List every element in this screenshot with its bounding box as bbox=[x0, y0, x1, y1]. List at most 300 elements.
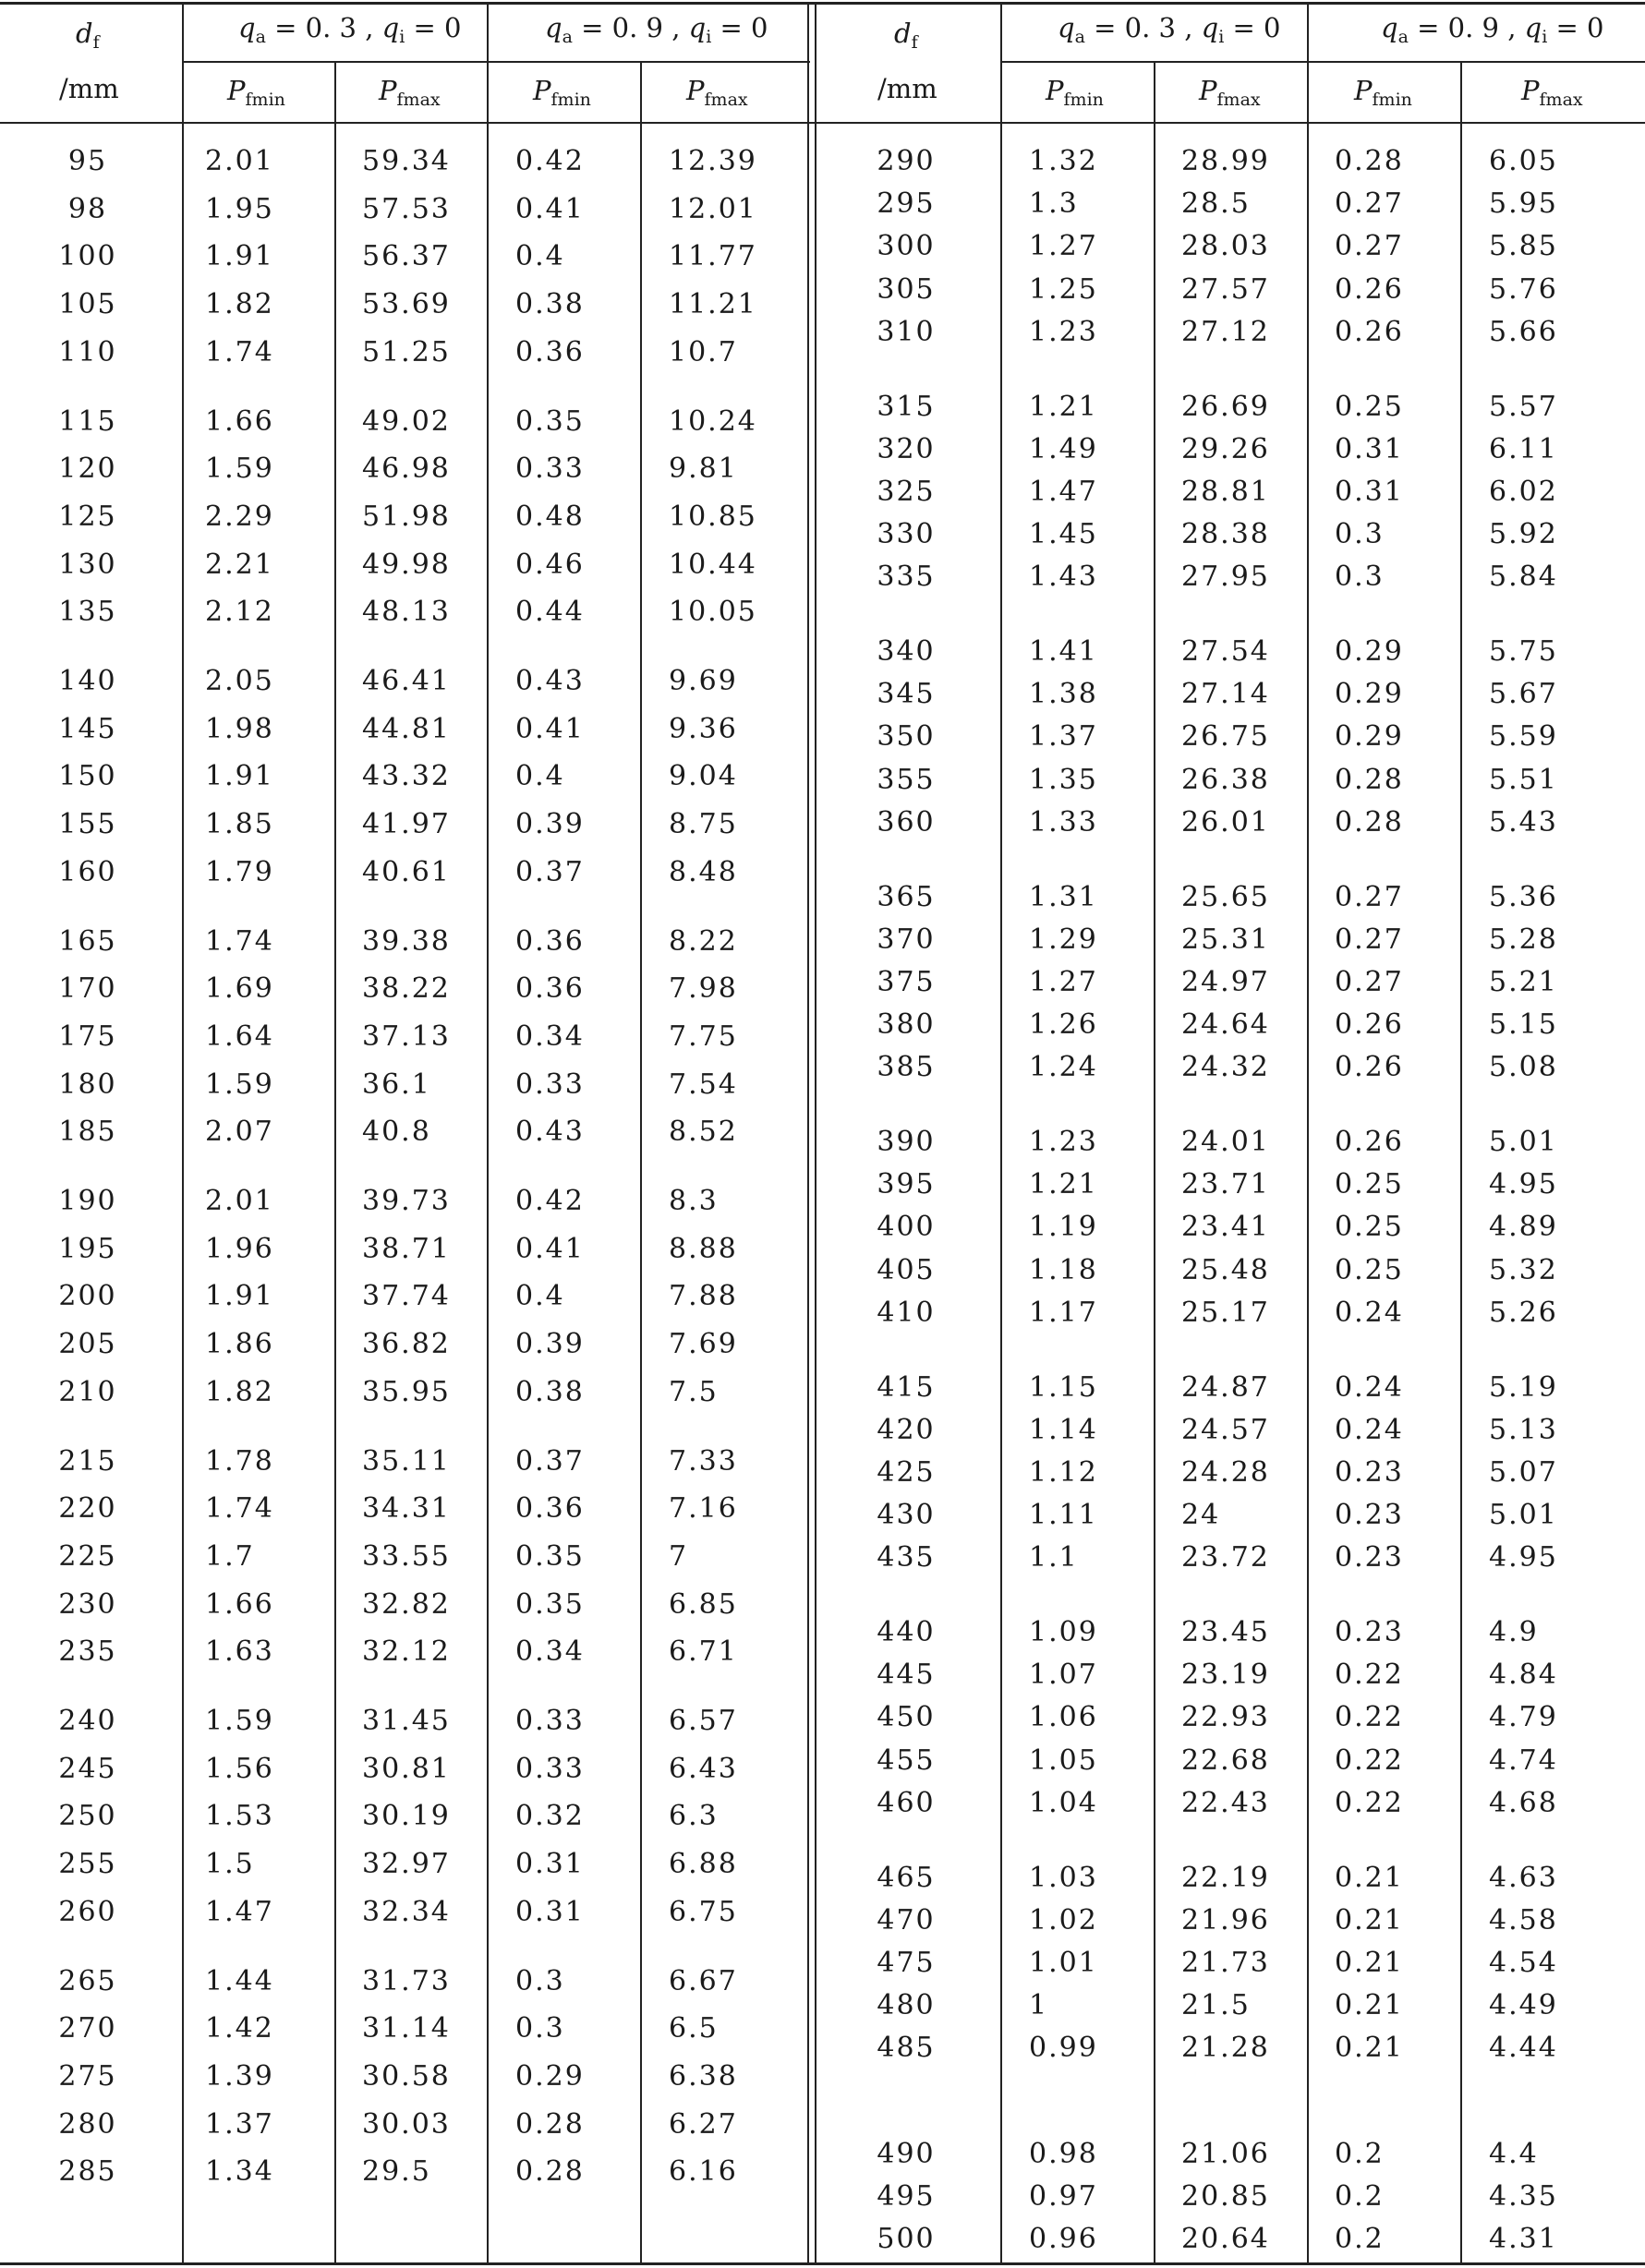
cell-pfmin-0.3: 1.38 bbox=[1029, 678, 1098, 711]
cell-pfmax-0.3: 30.81 bbox=[362, 1752, 451, 1785]
cell-pfmax-0.9: 9.36 bbox=[669, 712, 738, 745]
cell-df: 475 bbox=[877, 1946, 936, 1979]
cell-pfmax-0.9: 5.01 bbox=[1489, 1126, 1558, 1158]
cell-pfmax-0.3: 30.03 bbox=[362, 2107, 451, 2141]
cell-pfmax-0.3: 28.81 bbox=[1181, 475, 1270, 508]
cell-pfmin-0.3: 1.59 bbox=[205, 452, 274, 486]
cell-pfmin-0.3: 2.01 bbox=[205, 1185, 274, 1217]
cell-df: 155 bbox=[58, 808, 117, 841]
cell-pfmax-0.9: 4.49 bbox=[1489, 1989, 1558, 2022]
cell-pfmin-0.3: 1.27 bbox=[1029, 965, 1098, 998]
cell-pfmax-0.9: 5.01 bbox=[1489, 1499, 1558, 1532]
cell-pfmin-0.3: 1.35 bbox=[1029, 763, 1098, 796]
cell-pfmax-0.9: 5.21 bbox=[1489, 965, 1558, 998]
cell-pfmax-0.9: 5.26 bbox=[1489, 1296, 1558, 1329]
cell-pfmax-0.9: 10.85 bbox=[669, 500, 757, 533]
cell-pfmin-0.3: 0.99 bbox=[1029, 2032, 1098, 2065]
cell-pfmin-0.9: 0.42 bbox=[515, 1185, 585, 1217]
cell-pfmax-0.3: 38.22 bbox=[362, 972, 451, 1006]
cell-df: 420 bbox=[877, 1413, 936, 1446]
cell-pfmin-0.3: 1.82 bbox=[205, 1375, 274, 1408]
cell-pfmax-0.3: 21.96 bbox=[1181, 1903, 1270, 1936]
cell-pfmax-0.3: 53.69 bbox=[362, 288, 451, 321]
cell-pfmin-0.9: 0.35 bbox=[515, 404, 585, 438]
cell-df: 430 bbox=[877, 1499, 936, 1532]
cell-df: 175 bbox=[58, 1019, 117, 1053]
cell-pfmin-0.3: 1.91 bbox=[205, 760, 274, 793]
cell-pfmax-0.9: 5.19 bbox=[1489, 1370, 1558, 1404]
cell-pfmax-0.9: 5.75 bbox=[1489, 635, 1558, 668]
cell-pfmin-0.3: 1.59 bbox=[205, 1705, 274, 1737]
cell-df: 450 bbox=[877, 1701, 936, 1734]
cell-pfmin-0.9: 0.3 bbox=[1335, 561, 1385, 594]
col-rule bbox=[1000, 2, 1002, 2265]
cell-df: 220 bbox=[58, 1492, 117, 1526]
cell-df: 400 bbox=[877, 1211, 936, 1244]
cell-pfmin-0.9: 0.43 bbox=[515, 665, 585, 697]
cell-pfmax-0.9: 4.89 bbox=[1489, 1211, 1558, 1244]
cell-pfmax-0.9: 6.43 bbox=[669, 1752, 738, 1785]
cell-pfmin-0.3: 1.45 bbox=[1029, 518, 1098, 551]
cell-pfmin-0.3: 1.86 bbox=[205, 1328, 274, 1361]
cell-pfmin-0.9: 0.23 bbox=[1335, 1541, 1404, 1574]
header-sub-rule-left bbox=[182, 61, 810, 63]
cell-pfmin-0.3: 2.12 bbox=[205, 596, 274, 629]
cell-pfmin-0.3: 1.04 bbox=[1029, 1786, 1098, 1819]
cell-df: 340 bbox=[877, 635, 936, 668]
cell-pfmax-0.9: 7.75 bbox=[669, 1019, 738, 1053]
cell-pfmin-0.9: 0.23 bbox=[1335, 1455, 1404, 1489]
cell-pfmin-0.9: 0.27 bbox=[1335, 923, 1404, 956]
cell-pfmax-0.3: 27.54 bbox=[1181, 635, 1270, 668]
cell-pfmin-0.9: 0.36 bbox=[515, 972, 585, 1006]
cell-pfmax-0.3: 21.28 bbox=[1181, 2032, 1270, 2065]
cell-pfmin-0.9: 0.24 bbox=[1335, 1413, 1404, 1446]
cell-pfmin-0.3: 1 bbox=[1029, 1989, 1049, 2022]
cell-pfmin-0.3: 2.29 bbox=[205, 500, 274, 533]
cell-pfmax-0.9: 6.16 bbox=[669, 2155, 738, 2189]
cell-pfmin-0.9: 0.31 bbox=[1335, 475, 1404, 508]
cell-pfmin-0.3: 1.31 bbox=[1029, 880, 1098, 913]
cell-pfmin-0.3: 1.14 bbox=[1029, 1413, 1098, 1446]
cell-pfmax-0.3: 59.34 bbox=[362, 145, 451, 177]
cell-pfmax-0.9: 5.66 bbox=[1489, 315, 1558, 348]
cell-df: 480 bbox=[877, 1989, 936, 2022]
cell-pfmax-0.9: 7.16 bbox=[669, 1492, 738, 1526]
cell-pfmax-0.3: 24 bbox=[1181, 1499, 1221, 1532]
col-rule bbox=[640, 61, 642, 2265]
cell-pfmax-0.3: 56.37 bbox=[362, 240, 451, 273]
cell-pfmax-0.9: 7.88 bbox=[669, 1280, 738, 1313]
cell-pfmax-0.3: 36.1 bbox=[362, 1068, 431, 1101]
cell-df: 385 bbox=[877, 1051, 936, 1084]
header-group-qa-0.3: $q_a = 0$. 3 , $q_i = 0$ bbox=[1058, 12, 1281, 47]
cell-df: 115 bbox=[58, 404, 117, 438]
cell-pfmax-0.3: 27.57 bbox=[1181, 272, 1270, 306]
header-group-qa-0.9: $q_a = 0$. 9 , $q_i = 0$ bbox=[545, 12, 768, 47]
cell-pfmax-0.9: 4.95 bbox=[1489, 1168, 1558, 1201]
cell-df: 170 bbox=[58, 972, 117, 1006]
cell-pfmax-0.3: 24.87 bbox=[1181, 1370, 1270, 1404]
header-pfmax: $P_{fmax}$ bbox=[1199, 75, 1261, 110]
cell-df: 200 bbox=[58, 1280, 117, 1313]
cell-pfmax-0.9: 6.05 bbox=[1489, 145, 1558, 177]
cell-pfmax-0.3: 32.34 bbox=[362, 1895, 451, 1928]
cell-df: 415 bbox=[877, 1370, 936, 1404]
cell-pfmax-0.9: 7.33 bbox=[669, 1444, 738, 1478]
cell-pfmax-0.9: 8.48 bbox=[669, 855, 738, 888]
cell-pfmin-0.9: 0.22 bbox=[1335, 1743, 1404, 1777]
cell-df: 310 bbox=[877, 315, 936, 348]
cell-pfmin-0.3: 1.66 bbox=[205, 404, 274, 438]
cell-pfmin-0.9: 0.37 bbox=[515, 855, 585, 888]
cell-pfmax-0.3: 26.75 bbox=[1181, 720, 1270, 754]
cell-pfmax-0.9: 7 bbox=[669, 1539, 689, 1573]
cell-pfmin-0.3: 1.23 bbox=[1029, 315, 1098, 348]
cell-pfmin-0.3: 1.23 bbox=[1029, 1126, 1098, 1158]
cell-pfmax-0.9: 10.44 bbox=[669, 548, 757, 581]
cell-pfmin-0.3: 2.01 bbox=[205, 145, 274, 177]
cell-pfmin-0.9: 0.27 bbox=[1335, 187, 1404, 221]
cell-pfmax-0.3: 57.53 bbox=[362, 192, 451, 225]
cell-pfmin-0.9: 0.43 bbox=[515, 1116, 585, 1149]
cell-pfmin-0.9: 0.21 bbox=[1335, 1903, 1404, 1936]
cell-pfmin-0.3: 1.78 bbox=[205, 1444, 274, 1478]
cell-pfmin-0.9: 0.31 bbox=[515, 1848, 585, 1881]
cell-df: 330 bbox=[877, 518, 936, 551]
cell-pfmin-0.3: 1.95 bbox=[205, 192, 274, 225]
cell-pfmin-0.9: 0.29 bbox=[1335, 720, 1404, 754]
cell-pfmax-0.3: 29.26 bbox=[1181, 432, 1270, 465]
cell-pfmin-0.9: 0.35 bbox=[515, 1587, 585, 1621]
cell-pfmax-0.9: 4.9 bbox=[1489, 1616, 1539, 1648]
cell-pfmax-0.3: 20.64 bbox=[1181, 2223, 1270, 2256]
col-rule bbox=[1154, 61, 1155, 2265]
cell-pfmax-0.3: 31.73 bbox=[362, 1964, 451, 1997]
cell-pfmax-0.3: 39.73 bbox=[362, 1185, 451, 1217]
cell-pfmax-0.3: 24.57 bbox=[1181, 1413, 1270, 1446]
cell-pfmin-0.9: 0.26 bbox=[1335, 1126, 1404, 1158]
cell-pfmin-0.3: 1.85 bbox=[205, 808, 274, 841]
cell-pfmin-0.9: 0.2 bbox=[1335, 2138, 1385, 2170]
cell-pfmin-0.9: 0.24 bbox=[1335, 1370, 1404, 1404]
cell-pfmin-0.9: 0.32 bbox=[515, 1800, 585, 1833]
cell-pfmin-0.9: 0.2 bbox=[1335, 2180, 1385, 2214]
cell-pfmin-0.9: 0.21 bbox=[1335, 1946, 1404, 1979]
cell-pfmax-0.3: 37.13 bbox=[362, 1019, 451, 1053]
cell-pfmax-0.3: 29.5 bbox=[362, 2155, 431, 2189]
cell-pfmax-0.3: 27.14 bbox=[1181, 678, 1270, 711]
cell-pfmax-0.9: 6.5 bbox=[669, 2012, 719, 2045]
cell-df: 405 bbox=[877, 1253, 936, 1286]
cell-pfmin-0.3: 1.15 bbox=[1029, 1370, 1098, 1404]
cell-pfmax-0.9: 5.85 bbox=[1489, 230, 1558, 263]
cell-pfmin-0.3: 1.64 bbox=[205, 1019, 274, 1053]
cell-pfmax-0.3: 20.85 bbox=[1181, 2180, 1270, 2214]
cell-pfmin-0.3: 1.24 bbox=[1029, 1051, 1098, 1084]
cell-pfmax-0.9: 5.57 bbox=[1489, 390, 1558, 423]
cell-df: 275 bbox=[58, 2059, 117, 2093]
cell-pfmax-0.3: 24.97 bbox=[1181, 965, 1270, 998]
cell-df: 445 bbox=[877, 1659, 936, 1692]
header-pfmin: $P_{fmin}$ bbox=[227, 75, 285, 110]
cell-df: 190 bbox=[58, 1185, 117, 1217]
cell-pfmax-0.9: 4.74 bbox=[1489, 1743, 1558, 1777]
cell-pfmin-0.3: 1.1 bbox=[1029, 1541, 1079, 1574]
col-rule bbox=[1307, 2, 1309, 2265]
cell-pfmin-0.3: 1.05 bbox=[1029, 1743, 1098, 1777]
cell-pfmax-0.9: 8.3 bbox=[669, 1185, 719, 1217]
cell-pfmin-0.3: 1.56 bbox=[205, 1752, 274, 1785]
cell-pfmax-0.3: 31.14 bbox=[362, 2012, 451, 2045]
cell-pfmin-0.9: 0.4 bbox=[515, 1280, 565, 1313]
cell-df: 125 bbox=[58, 500, 117, 533]
header-df: $d_f$ bbox=[894, 18, 918, 53]
cell-df: 485 bbox=[877, 2032, 936, 2065]
header-group-qa-0.3: $q_a = 0$. 3 , $q_i = 0$ bbox=[238, 12, 462, 47]
cell-pfmax-0.9: 4.4 bbox=[1489, 2138, 1539, 2170]
cell-pfmax-0.3: 25.65 bbox=[1181, 880, 1270, 913]
cell-pfmin-0.9: 0.38 bbox=[515, 288, 585, 321]
cell-pfmax-0.3: 26.01 bbox=[1181, 805, 1270, 838]
cell-pfmax-0.3: 26.38 bbox=[1181, 763, 1270, 796]
cell-pfmin-0.3: 1.33 bbox=[1029, 805, 1098, 838]
col-rule bbox=[1460, 61, 1462, 2265]
cell-pfmin-0.3: 1.19 bbox=[1029, 1211, 1098, 1244]
cell-pfmax-0.9: 5.28 bbox=[1489, 923, 1558, 956]
cell-pfmin-0.9: 0.25 bbox=[1335, 390, 1404, 423]
cell-pfmin-0.3: 0.96 bbox=[1029, 2223, 1098, 2256]
col-rule bbox=[182, 2, 184, 2265]
cell-pfmax-0.3: 28.99 bbox=[1181, 145, 1270, 177]
cell-pfmax-0.9: 6.57 bbox=[669, 1705, 738, 1737]
cell-pfmin-0.3: 1.69 bbox=[205, 972, 274, 1006]
cell-df: 395 bbox=[877, 1168, 936, 1201]
cell-pfmin-0.9: 0.33 bbox=[515, 1705, 585, 1737]
cell-df: 185 bbox=[58, 1116, 117, 1149]
cell-pfmax-0.9: 5.95 bbox=[1489, 187, 1558, 221]
cell-df: 225 bbox=[58, 1539, 117, 1573]
cell-df: 495 bbox=[877, 2180, 936, 2214]
cell-pfmin-0.9: 0.39 bbox=[515, 808, 585, 841]
cell-df: 355 bbox=[877, 763, 936, 796]
header-sub-rule-right bbox=[1000, 61, 1645, 63]
col-rule bbox=[487, 2, 489, 2265]
cell-pfmax-0.3: 34.31 bbox=[362, 1492, 451, 1526]
cell-pfmax-0.9: 6.3 bbox=[669, 1800, 719, 1833]
cell-pfmax-0.3: 41.97 bbox=[362, 808, 451, 841]
cell-pfmin-0.9: 0.26 bbox=[1335, 272, 1404, 306]
cell-pfmax-0.3: 25.17 bbox=[1181, 1296, 1270, 1329]
cell-df: 335 bbox=[877, 561, 936, 594]
cell-pfmax-0.9: 7.5 bbox=[669, 1375, 719, 1408]
cell-pfmin-0.9: 0.25 bbox=[1335, 1211, 1404, 1244]
cell-pfmax-0.9: 5.51 bbox=[1489, 763, 1558, 796]
header-df-unit: /mm bbox=[877, 73, 937, 104]
cell-pfmax-0.9: 8.22 bbox=[669, 924, 738, 958]
cell-pfmax-0.9: 8.52 bbox=[669, 1116, 738, 1149]
cell-df: 285 bbox=[58, 2155, 117, 2189]
cell-pfmin-0.9: 0.29 bbox=[515, 2059, 585, 2093]
cell-df: 435 bbox=[877, 1541, 936, 1574]
cell-pfmax-0.3: 32.12 bbox=[362, 1635, 451, 1669]
cell-pfmin-0.3: 1.07 bbox=[1029, 1659, 1098, 1692]
cell-pfmax-0.3: 44.81 bbox=[362, 712, 451, 745]
cell-pfmax-0.3: 35.11 bbox=[362, 1444, 451, 1478]
cell-pfmin-0.9: 0.28 bbox=[515, 2107, 585, 2141]
cell-pfmax-0.9: 4.79 bbox=[1489, 1701, 1558, 1734]
cell-pfmin-0.9: 0.28 bbox=[1335, 763, 1404, 796]
cell-pfmin-0.9: 0.46 bbox=[515, 548, 585, 581]
cell-pfmin-0.3: 1.06 bbox=[1029, 1701, 1098, 1734]
cell-pfmin-0.9: 0.22 bbox=[1335, 1786, 1404, 1819]
header-df: $d_f$ bbox=[76, 18, 100, 53]
cell-df: 360 bbox=[877, 805, 936, 838]
header-pfmax: $P_{fmax}$ bbox=[686, 75, 748, 110]
cell-df: 290 bbox=[877, 145, 936, 177]
cell-pfmax-0.9: 5.08 bbox=[1489, 1051, 1558, 1084]
cell-pfmin-0.3: 1.59 bbox=[205, 1068, 274, 1101]
cell-pfmax-0.9: 6.85 bbox=[669, 1587, 738, 1621]
cell-pfmax-0.9: 5.67 bbox=[1489, 678, 1558, 711]
cell-pfmax-0.3: 27.95 bbox=[1181, 561, 1270, 594]
cell-pfmin-0.3: 1.42 bbox=[205, 2012, 274, 2045]
cell-pfmax-0.3: 24.01 bbox=[1181, 1126, 1270, 1158]
cell-df: 210 bbox=[58, 1375, 117, 1408]
cell-pfmax-0.9: 9.69 bbox=[669, 665, 738, 697]
cell-pfmin-0.9: 0.3 bbox=[515, 1964, 565, 1997]
cell-pfmin-0.3: 1.03 bbox=[1029, 1861, 1098, 1894]
header-bottom-rule bbox=[0, 122, 1645, 124]
cell-pfmin-0.3: 1.21 bbox=[1029, 390, 1098, 423]
cell-df: 120 bbox=[58, 452, 117, 486]
cell-pfmin-0.3: 1.29 bbox=[1029, 923, 1098, 956]
cell-pfmin-0.3: 1.17 bbox=[1029, 1296, 1098, 1329]
cell-pfmax-0.9: 6.71 bbox=[669, 1635, 738, 1669]
cell-pfmin-0.9: 0.38 bbox=[515, 1375, 585, 1408]
cell-pfmin-0.9: 0.26 bbox=[1335, 315, 1404, 348]
cell-pfmin-0.3: 2.05 bbox=[205, 665, 274, 697]
cell-df: 150 bbox=[58, 760, 117, 793]
cell-df: 270 bbox=[58, 2012, 117, 2045]
cell-pfmin-0.3: 1.41 bbox=[1029, 635, 1098, 668]
cell-pfmin-0.3: 1.32 bbox=[1029, 145, 1098, 177]
cell-pfmax-0.3: 40.61 bbox=[362, 855, 451, 888]
cell-pfmax-0.9: 5.76 bbox=[1489, 272, 1558, 306]
cell-pfmin-0.3: 0.98 bbox=[1029, 2138, 1098, 2170]
cell-pfmin-0.3: 1.98 bbox=[205, 712, 274, 745]
cell-pfmin-0.9: 0.3 bbox=[515, 2012, 565, 2045]
cell-pfmax-0.9: 5.59 bbox=[1489, 720, 1558, 754]
cell-df: 380 bbox=[877, 1008, 936, 1042]
cell-pfmax-0.9: 6.11 bbox=[1489, 432, 1558, 465]
cell-pfmin-0.3: 1.82 bbox=[205, 288, 274, 321]
cell-pfmax-0.3: 21.06 bbox=[1181, 2138, 1270, 2170]
cell-pfmin-0.3: 1.53 bbox=[205, 1800, 274, 1833]
cell-pfmax-0.3: 43.32 bbox=[362, 760, 451, 793]
cell-df: 315 bbox=[877, 390, 936, 423]
cell-pfmax-0.9: 4.68 bbox=[1489, 1786, 1558, 1819]
cell-pfmin-0.3: 1.3 bbox=[1029, 187, 1079, 221]
cell-pfmin-0.3: 1.74 bbox=[205, 335, 274, 368]
cell-pfmin-0.9: 0.2 bbox=[1335, 2223, 1385, 2256]
cell-df: 365 bbox=[877, 880, 936, 913]
cell-pfmax-0.3: 39.38 bbox=[362, 924, 451, 958]
cell-pfmax-0.9: 12.39 bbox=[669, 145, 757, 177]
cell-df: 280 bbox=[58, 2107, 117, 2141]
cell-pfmin-0.3: 1.47 bbox=[1029, 475, 1098, 508]
cell-df: 295 bbox=[877, 187, 936, 221]
cell-pfmin-0.9: 0.21 bbox=[1335, 1989, 1404, 2022]
cell-df: 425 bbox=[877, 1455, 936, 1489]
cell-pfmax-0.3: 23.19 bbox=[1181, 1659, 1270, 1692]
cell-pfmax-0.9: 8.88 bbox=[669, 1232, 738, 1265]
cell-pfmax-0.9: 4.31 bbox=[1489, 2223, 1558, 2256]
cell-pfmin-0.9: 0.36 bbox=[515, 1492, 585, 1526]
cell-pfmax-0.9: 10.7 bbox=[669, 335, 738, 368]
cell-pfmin-0.9: 0.42 bbox=[515, 145, 585, 177]
cell-pfmax-0.9: 6.67 bbox=[669, 1964, 738, 1997]
cell-pfmin-0.3: 1.91 bbox=[205, 240, 274, 273]
cell-df: 245 bbox=[58, 1752, 117, 1785]
cell-pfmax-0.9: 9.04 bbox=[669, 760, 738, 793]
cell-pfmax-0.3: 32.82 bbox=[362, 1587, 451, 1621]
cell-pfmax-0.9: 11.77 bbox=[669, 240, 757, 273]
cell-pfmin-0.9: 0.36 bbox=[515, 924, 585, 958]
cell-pfmax-0.3: 28.03 bbox=[1181, 230, 1270, 263]
cell-df: 455 bbox=[877, 1743, 936, 1777]
cell-pfmin-0.9: 0.4 bbox=[515, 240, 565, 273]
cell-df: 300 bbox=[877, 230, 936, 263]
cell-pfmin-0.3: 1.18 bbox=[1029, 1253, 1098, 1286]
cell-pfmin-0.9: 0.28 bbox=[1335, 805, 1404, 838]
cell-pfmax-0.9: 7.69 bbox=[669, 1328, 738, 1361]
cell-pfmax-0.9: 5.36 bbox=[1489, 880, 1558, 913]
cell-pfmin-0.3: 1.37 bbox=[205, 2107, 274, 2141]
cell-df: 240 bbox=[58, 1705, 117, 1737]
cell-pfmax-0.3: 28.5 bbox=[1181, 187, 1251, 221]
cell-pfmax-0.9: 12.01 bbox=[669, 192, 757, 225]
cell-pfmax-0.3: 21.5 bbox=[1181, 1989, 1251, 2022]
cell-pfmax-0.3: 36.82 bbox=[362, 1328, 451, 1361]
cell-pfmax-0.9: 4.84 bbox=[1489, 1659, 1558, 1692]
cell-pfmin-0.3: 1.11 bbox=[1029, 1499, 1098, 1532]
cell-pfmax-0.9: 11.21 bbox=[669, 288, 757, 321]
cell-df: 410 bbox=[877, 1296, 936, 1329]
cell-df: 98 bbox=[67, 192, 108, 225]
cell-df: 165 bbox=[58, 924, 117, 958]
cell-df: 350 bbox=[877, 720, 936, 754]
cell-pfmin-0.9: 0.25 bbox=[1335, 1253, 1404, 1286]
cell-pfmax-0.3: 25.31 bbox=[1181, 923, 1270, 956]
cell-df: 140 bbox=[58, 665, 117, 697]
cell-pfmin-0.3: 1.26 bbox=[1029, 1008, 1098, 1042]
cell-pfmin-0.3: 1.49 bbox=[1029, 432, 1098, 465]
cell-pfmax-0.9: 5.15 bbox=[1489, 1008, 1558, 1042]
cell-pfmax-0.3: 22.43 bbox=[1181, 1786, 1270, 1819]
cell-pfmax-0.9: 5.07 bbox=[1489, 1455, 1558, 1489]
header-pfmin: $P_{fmin}$ bbox=[1046, 75, 1104, 110]
header-pfmin: $P_{fmin}$ bbox=[1354, 75, 1412, 110]
cell-pfmin-0.3: 1.79 bbox=[205, 855, 274, 888]
cell-pfmin-0.9: 0.29 bbox=[1335, 678, 1404, 711]
cell-pfmin-0.3: 1.27 bbox=[1029, 230, 1098, 263]
cell-pfmax-0.9: 10.24 bbox=[669, 404, 757, 438]
cell-pfmax-0.3: 51.98 bbox=[362, 500, 451, 533]
cell-pfmin-0.9: 0.26 bbox=[1335, 1008, 1404, 1042]
cell-df: 100 bbox=[58, 240, 117, 273]
cell-df: 375 bbox=[877, 965, 936, 998]
